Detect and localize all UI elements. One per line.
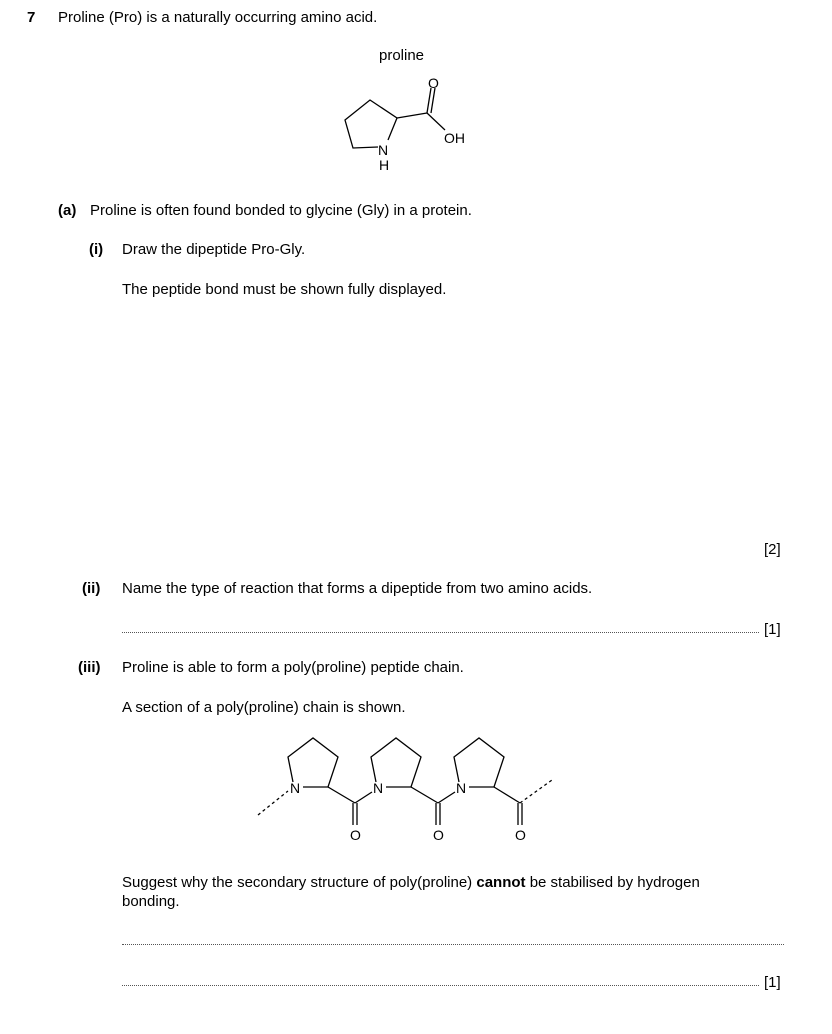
question-text: Suggest why the secondary structure of poly(proline) bbox=[122, 874, 477, 891]
answer-line-iii-2[interactable] bbox=[122, 985, 759, 986]
part-iii-question-line2: bonding. bbox=[122, 893, 180, 910]
atom-O: O bbox=[433, 827, 444, 843]
question-emphasis: cannot bbox=[476, 874, 526, 891]
atom-N: N bbox=[290, 780, 301, 796]
polyproline-structure bbox=[258, 738, 552, 825]
atom-N: N bbox=[373, 780, 384, 796]
part-i-text: Draw the dipeptide Pro-Gly. bbox=[122, 241, 306, 258]
atom-O: O bbox=[350, 827, 361, 843]
part-iii-question bbox=[122, 874, 700, 892]
part-a-text: Proline is often found bonded to glycine (Gly) in a protein. bbox=[90, 202, 472, 219]
part-a-label: (a) bbox=[58, 202, 77, 219]
part-ii-marks: [1] bbox=[764, 621, 781, 638]
question-text: be stabilised by hydrogen bbox=[525, 874, 700, 891]
atom-O: O bbox=[428, 75, 439, 91]
part-ii-text: Name the type of reaction that forms a dipeptide from two amino acids. bbox=[122, 580, 593, 597]
drawing-answer-area[interactable] bbox=[122, 305, 782, 535]
figure-label-proline: proline bbox=[379, 47, 425, 64]
atom-OH: OH bbox=[444, 130, 465, 146]
part-iii-text: Proline is able to form a poly(proline) peptide chain. bbox=[122, 659, 464, 676]
atom-H: H bbox=[379, 157, 390, 173]
part-i-label: (i) bbox=[89, 241, 104, 258]
part-iii-label: (iii) bbox=[78, 659, 101, 676]
part-iii-marks: [1] bbox=[764, 974, 781, 991]
question-intro: Proline (Pro) is a naturally occurring amino acid. bbox=[58, 9, 378, 26]
answer-line-iii-1[interactable] bbox=[122, 944, 784, 945]
part-ii-label: (ii) bbox=[82, 580, 101, 597]
proline-structure bbox=[345, 88, 445, 148]
atom-N: N bbox=[456, 780, 467, 796]
part-i-marks: [2] bbox=[764, 541, 781, 558]
part-i-note: The peptide bond must be shown fully displayed. bbox=[122, 281, 447, 298]
answer-line-ii[interactable] bbox=[122, 632, 759, 633]
question-number: 7 bbox=[27, 9, 36, 26]
atom-O: O bbox=[515, 827, 526, 843]
part-iii-text2: A section of a poly(proline) chain is shown. bbox=[122, 699, 406, 716]
atom-N: N bbox=[378, 142, 389, 158]
